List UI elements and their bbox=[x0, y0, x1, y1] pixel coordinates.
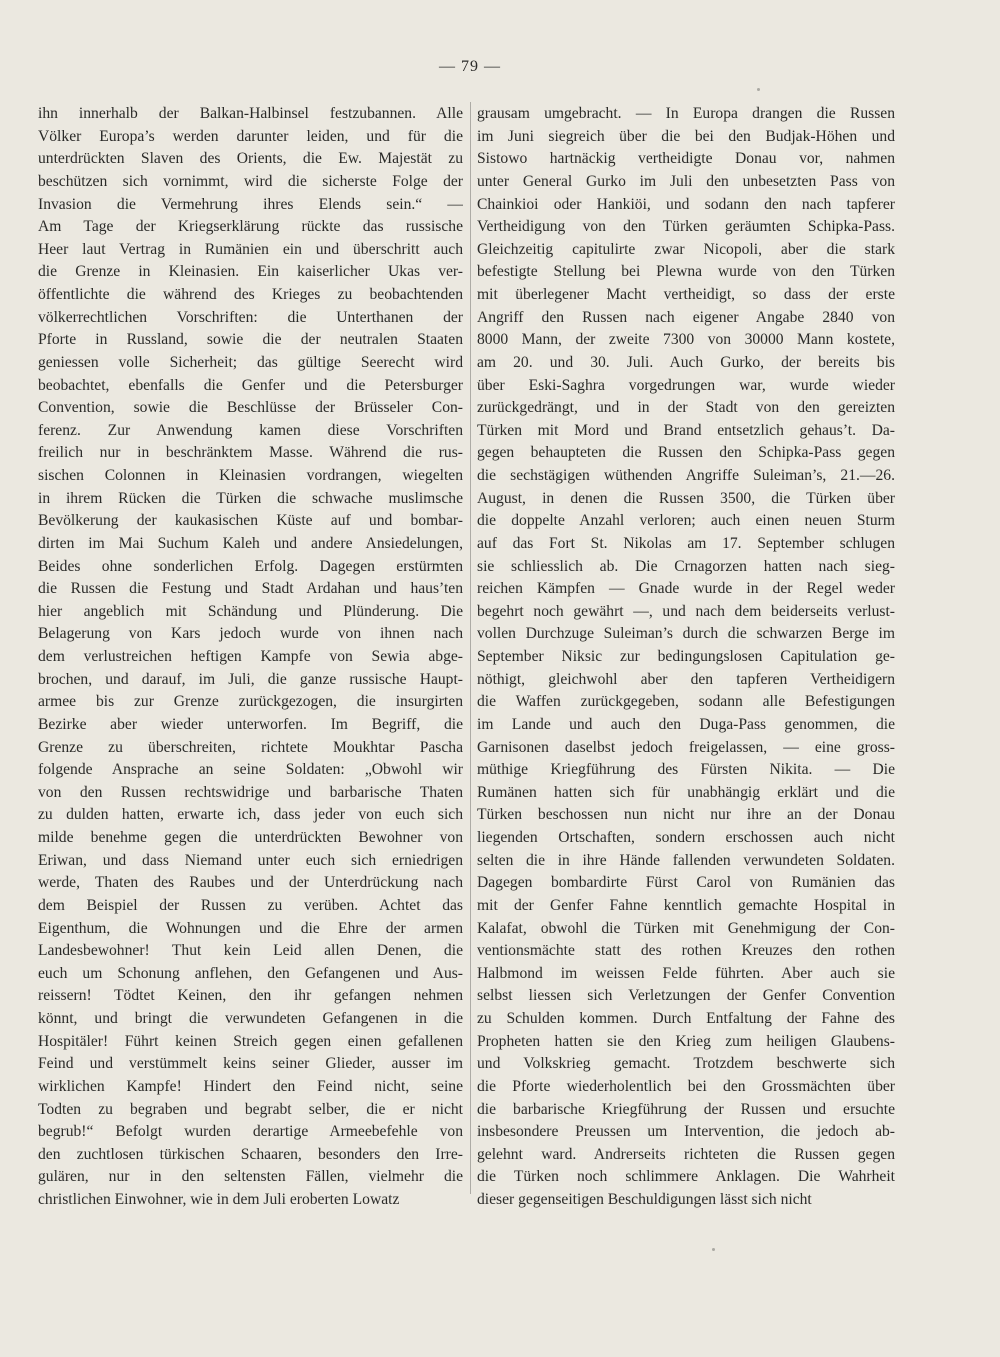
text-line: Bezirke aber wieder unterworfen. Im Begriff, die bbox=[38, 715, 463, 733]
text-line: in ihrem Rücken die Türken die schwache muslimsche bbox=[38, 489, 463, 507]
text-line: Türken mit Mord und Brand entsetzlich gehaus’t. Da- bbox=[477, 421, 895, 439]
text-line: unterdrückten Slaven des Orients, die Ew. Majestät zu bbox=[38, 150, 463, 168]
text-line: wirklichen Kampfe! Hindert den Feind nicht, seine bbox=[38, 1077, 463, 1095]
text-line: Propheten hatten sie den Krieg zum heiligen Glaubens- bbox=[477, 1032, 895, 1050]
text-line: von den Russen rechtswidrige und barbarische Thaten bbox=[38, 783, 463, 801]
paper-speck bbox=[757, 88, 760, 91]
text-line: Eigenthum, die Wohnungen und die Ehre der armen bbox=[38, 919, 463, 937]
text-line: grausam umgebracht. — In Europa drangen die Russen bbox=[477, 105, 895, 122]
text-line: Beides ohne sonderlichen Erfolg. Dagegen erstürmten bbox=[38, 557, 463, 575]
text-line: folgende Ansprache an seine Soldaten: „Obwohl wir bbox=[38, 761, 463, 779]
text-line: die Türken noch schlimmere Anklagen. Die Wahrheit bbox=[477, 1168, 895, 1186]
text-line: gegen behaupteten die Russen den Schipka-Pass gegen bbox=[477, 444, 895, 462]
text-line: Pforte in Russland, sowie die der neutralen Staaten bbox=[38, 331, 463, 349]
text-line: Chainkioi oder Hankiöi, und sodann den nach tapferer bbox=[477, 195, 895, 213]
text-line: mit der Genfer Fahne kenntlich gemachte Hospital in bbox=[477, 896, 895, 914]
column-divider bbox=[470, 102, 471, 1194]
text-line: reichen Kämpfen — Gnade wurde in der Regel weder bbox=[477, 580, 895, 598]
text-line: Landesbewohner! Thut kein Leid allen Denen, die bbox=[38, 942, 463, 960]
text-line: vollen Durchzuge Suleiman’s durch die schwarzen Berge im bbox=[477, 625, 895, 643]
text-line: hier angeblich mit Schändung und Plünderung. Die bbox=[38, 602, 463, 620]
text-line: müthige Kriegführung des Fürsten Nikita. — Die bbox=[477, 761, 895, 779]
text-line: Eriwan, und dass Niemand unter euch sich erniedrigen bbox=[38, 851, 463, 869]
text-line: öffentlichte die während des Krieges zu beobachtenden bbox=[38, 286, 463, 303]
text-line: euch um Schonung anflehen, den Gefangenen und Aus- bbox=[38, 964, 463, 982]
text-line: werde, Thaten des Raubes und der Unterdrückung nach bbox=[38, 874, 463, 892]
text-line: die sechstägigen wüthenden Angriffe Suleiman’s, 21.—26. bbox=[477, 467, 895, 484]
right-text-column bbox=[477, 103, 895, 1212]
text-line: Dagegen bombardirte Fürst Carol von Rumänien das bbox=[477, 874, 895, 892]
text-line: 8000 Mann, der zweite 7300 von 30000 Mann kostete, bbox=[477, 331, 895, 349]
text-line: armee bis zur Grenze zurückgezogen, die insurgirten bbox=[38, 693, 463, 711]
text-line: die barbarische Kriegführung der Russen und ersuchte bbox=[477, 1100, 895, 1118]
text-line: befestigte Stellung bei Plewna wurde von den Türken bbox=[477, 263, 895, 281]
text-line: ihn innerhalb der Balkan-Halbinsel festzubannen. Alle bbox=[38, 105, 463, 122]
text-line: beobachtet, ebenfalls die Genfer und die Petersburger bbox=[38, 376, 463, 394]
text-line: sie schliesslich ab. Die Crnagorzen hatten nach sieg- bbox=[477, 557, 895, 575]
text-line: Kalafat, obwohl die Türken mit Genehmigung der Con- bbox=[477, 919, 895, 937]
text-line: gulären, nur in den seltensten Fällen, vielmehr die bbox=[38, 1168, 463, 1186]
text-line: auf das Fort St. Nikolas am 17. September schlugen bbox=[477, 534, 895, 552]
text-line: zu Schulden kommen. Durch Entfaltung der Fahne des bbox=[477, 1010, 895, 1027]
text-line: die Pforte wiederholentlich bei den Grossmächten über bbox=[477, 1077, 895, 1095]
text-line: Sistowo hartnäckig vertheidigte Donau vor, nahmen bbox=[477, 150, 895, 168]
page-number: — 79 — bbox=[439, 58, 501, 75]
text-line: Garnisonen daselbst jedoch freigelassen, — eine gross- bbox=[477, 738, 895, 756]
text-line: im Juni siegreich über die bei den Budjak-Höhen und bbox=[477, 127, 895, 145]
text-line: freilich nur in beschränktem Masse. Während die rus- bbox=[38, 444, 463, 462]
text-line: liegenden Ortschaften, sondern erschossen auch nicht bbox=[477, 829, 895, 846]
text-line: selbst liessen sich Verletzungen der Genfer Convention bbox=[477, 987, 895, 1005]
text-line: im Lande und auch den Duga-Pass genommen, die bbox=[477, 715, 895, 733]
text-line: mit überlegener Macht vertheidigt, so dass der erste bbox=[477, 286, 895, 303]
text-line: Am Tage der Kriegserklärung rückte das russische bbox=[38, 218, 463, 236]
text-line: unter General Gurko im Juli den unbesetzten Pass von bbox=[477, 172, 895, 190]
text-line: ferenz. Zur Anwendung kamen diese Vorschriften bbox=[38, 421, 463, 439]
text-line: zu dulden hatten, erwarte ich, dass jeder von euch sich bbox=[38, 806, 463, 824]
text-line: geniessen volle Sicherheit; das gültige Seerecht wird bbox=[38, 353, 463, 371]
paper-speck bbox=[712, 1248, 715, 1251]
text-line: und Volkskrieg gemacht. Trotzdem beschwerte sich bbox=[477, 1055, 895, 1073]
text-line: insbesondere Preussen um Intervention, die jedoch ab- bbox=[477, 1123, 895, 1141]
text-line: Feind und verstümmelt keins seiner Glieder, ausser im bbox=[38, 1055, 463, 1073]
text-line: über Eski-Saghra vorgedrungen war, wurde wieder bbox=[477, 376, 895, 394]
text-line: dieser gegenseitigen Beschuldigungen lässt sich nicht bbox=[477, 1191, 812, 1208]
text-line: die Waffen zurückgegeben, sodann alle Befestigungen bbox=[477, 693, 895, 711]
text-line: Rumänen hatten sich für unabhängig erklärt und die bbox=[477, 783, 895, 801]
text-line: dirten im Mai Suchum Kaleh und andere Ansiedelungen, bbox=[38, 534, 463, 552]
text-line: völkerrechtlichen Vorschriften: die Unterthanen der bbox=[38, 308, 463, 326]
text-line: Todten zu begraben und begrabt selber, die er nicht bbox=[38, 1100, 463, 1118]
text-line: Hospitäler! Führt keinen Streich gegen einen gefallenen bbox=[38, 1032, 463, 1050]
text-line: sischen Colonnen in Kleinasien vordrangen, wiegelten bbox=[38, 467, 463, 484]
text-line: Belagerung von Kars jedoch wurde von ihnen nach bbox=[38, 625, 463, 643]
text-line: Völker Europa’s werden darunter leiden, und für die bbox=[38, 127, 463, 145]
text-line: Bevölkerung der kaukasischen Küste auf und bombar- bbox=[38, 512, 463, 530]
text-line: Vertheidigung von den Türken geräumten Schipka-Pass. bbox=[477, 218, 895, 236]
text-line: milde benehme gegen die unterdrückten Bewohner von bbox=[38, 829, 463, 846]
left-text-column bbox=[38, 103, 463, 1212]
text-line: Invasion die Vermehrung ihres Elends sein.“ — bbox=[38, 195, 463, 213]
text-line: am 20. und 30. Juli. Auch Gurko, der bereits bis bbox=[477, 353, 895, 371]
text-line: ventionsmächte statt des rothen Kreuzes den rothen bbox=[477, 942, 895, 960]
text-line: begrub!“ Befolgt wurden derartige Armeebefehle von bbox=[38, 1123, 463, 1141]
text-line: Gleichzeitig capitulirte zwar Nicopoli, aber die stark bbox=[477, 240, 895, 258]
text-line: beschützen sich vornimmt, wird die sicherste Folge der bbox=[38, 172, 463, 190]
text-line: den zuchtlosen türkischen Schaaren, besonders den Irre- bbox=[38, 1145, 463, 1163]
text-line: gelehnt ward. Andrerseits richteten die Russen gegen bbox=[477, 1145, 895, 1163]
text-line: Heer laut Vertrag in Rumänien ein und überschritt auch bbox=[38, 240, 463, 258]
text-line: die Grenze in Kleinasien. Ein kaiserlicher Ukas ver- bbox=[38, 263, 463, 281]
text-line: nöthigt, gleichwohl aber den tapferen Vertheidigern bbox=[477, 670, 895, 688]
text-line: zurückgedrängt, und in der Stadt von den gereizten bbox=[477, 399, 895, 417]
text-line: Grenze zu überschreiten, richtete Moukhtar Pascha bbox=[38, 738, 463, 756]
text-line: Türken beschossen nun nicht nur ihre an der Donau bbox=[477, 806, 895, 824]
text-line: selten die in ihre Hände fallenden verwundeten Soldaten. bbox=[477, 851, 895, 869]
text-line: begehrt noch gewährt —, und nach dem beiderseits verlust- bbox=[477, 602, 895, 620]
text-line: brochen, und darauf, im Juli, die ganze russische Haupt- bbox=[38, 670, 463, 688]
text-line: August, in denen die Russen 3500, die Türken über bbox=[477, 489, 895, 507]
text-line: Angriff den Russen nach eigener Angabe 2840 von bbox=[477, 308, 895, 326]
text-line: Halbmond im weissen Felde führten. Aber auch sie bbox=[477, 964, 895, 982]
text-line: September Niksic zur bedingungslosen Capitulation ge- bbox=[477, 648, 895, 665]
text-line: könnt, und bringt die verwundeten Gefangenen in die bbox=[38, 1010, 463, 1027]
text-line: die doppelte Anzahl verloren; auch einen neuen Sturm bbox=[477, 512, 895, 530]
text-line: die Russen die Festung und Stadt Ardahan und haus’ten bbox=[38, 580, 463, 598]
text-line: christlichen Einwohner, wie in dem Juli eroberten Lowatz bbox=[38, 1191, 400, 1208]
text-line: dem Beispiel der Russen zu verüben. Achtet das bbox=[38, 896, 463, 914]
text-line: reissern! Tödtet Keinen, den ihr gefangen nehmen bbox=[38, 987, 463, 1005]
text-line: dem verlustreichen heftigen Kampfe von Sewia abge- bbox=[38, 648, 463, 665]
text-line: Convention, sowie die Beschlüsse der Brüsseler Con- bbox=[38, 399, 463, 417]
